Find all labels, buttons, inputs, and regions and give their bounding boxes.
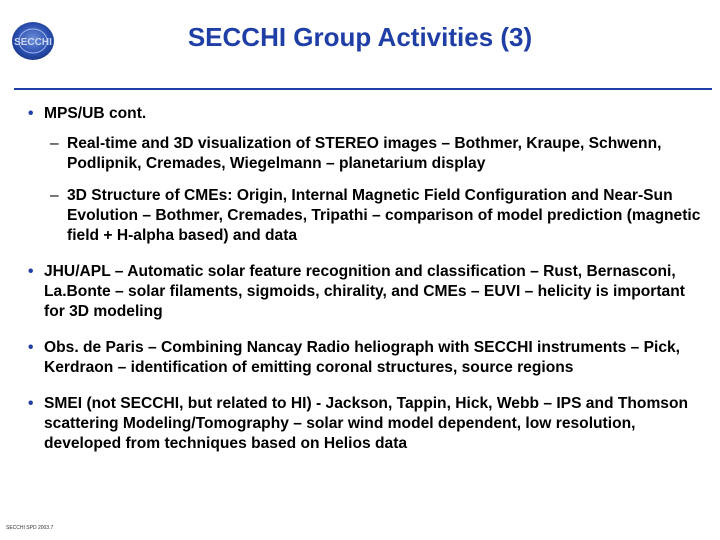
bullet-icon: • <box>28 395 34 412</box>
title-divider <box>14 88 712 90</box>
sub-bullet-text: Real-time and 3D visualization of STEREO images – Bothmer, Kraupe, Schwenn, Podlipnik, Cremades, Wiegelmann – planetarium display <box>67 135 662 172</box>
bullet-icon: • <box>28 339 34 356</box>
bullet-icon: • <box>28 263 34 280</box>
footer-label: SECCHI SPD 2003.7 <box>6 525 54 531</box>
bullet-text: MPS/UB cont. <box>44 105 147 122</box>
sub-bullet-text: 3D Structure of CMEs: Origin, Internal Magnetic Field Configuration and Near-Sun Evolution – Bothmer, Cremades, Tripathi – comparison of model prediction (magnetic field + H-alpha based) and data <box>67 187 701 244</box>
bullet-icon: • <box>28 105 34 122</box>
bullet-list <box>28 104 708 470</box>
logo-text: SECCHI <box>14 37 52 48</box>
bullet-item <box>28 338 708 378</box>
sub-bullet-list <box>44 134 708 246</box>
bullet-item <box>28 262 708 322</box>
dash-icon: – <box>50 135 59 152</box>
sub-bullet-item <box>44 186 708 246</box>
bullet-item <box>28 104 708 246</box>
bullet-text: Obs. de Paris – Combining Nancay Radio heliograph with SECCHI instruments – Pick, Kerdraon – identification of emitting coronal structures, source regions <box>44 339 681 376</box>
sub-bullet-item <box>44 134 708 174</box>
dash-icon: – <box>50 187 59 204</box>
bullet-item <box>28 394 708 454</box>
slide-title: SECCHI Group Activities (3) <box>187 22 533 52</box>
bullet-text: JHU/APL – Automatic solar feature recognition and classification – Rust, Bernasconi, La.Bonte – solar filaments, sigmoids, chirality, and CMEs – EUVI – helicity is important for 3D modeling <box>44 263 685 320</box>
bullet-text: SMEI (not SECCHI, but related to HI) - Jackson, Tappin, Hick, Webb – IPS and Thomson scattering Modeling/Tomography – solar wind model dependent, low resolution, developed from techniques based on Helios data <box>44 395 689 452</box>
